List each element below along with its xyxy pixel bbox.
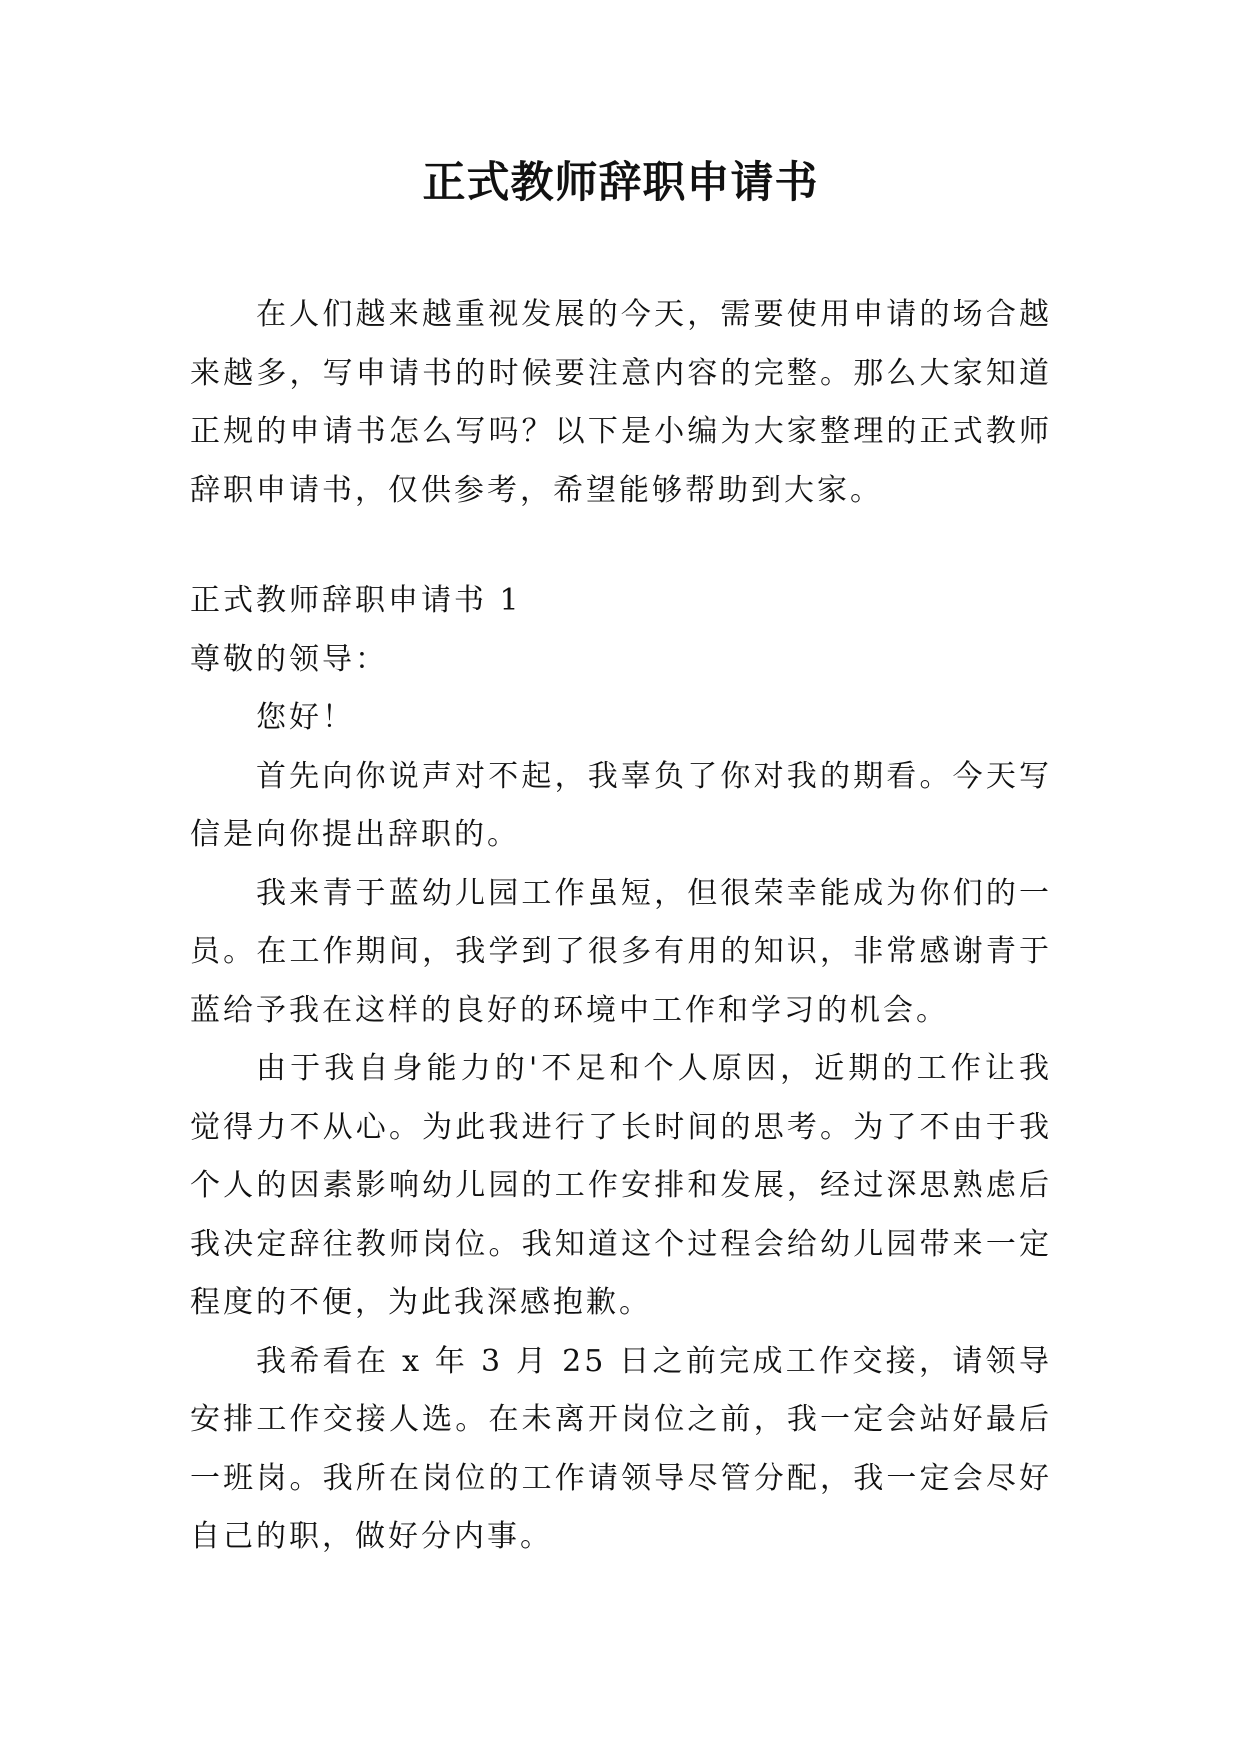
body-paragraph: 我来青于蓝幼儿园工作虽短，但很荣幸能成为你们的一员。在工作期间，我学到了很多有用的知识，非常感谢青于蓝给予我在这样的良好的环境中工作和学习的机会。 bbox=[190, 875, 1052, 1028]
document-body bbox=[190, 286, 1052, 1567]
greeting: 您好！ bbox=[256, 700, 355, 735]
page-title: 正式教师辞职申请书 bbox=[422, 158, 819, 208]
body-paragraph: 首先向你说声对不起，我辜负了你对我的期看。今天写信是向你提出辞职的。 bbox=[190, 758, 1052, 852]
salutation: 尊敬的领导： bbox=[190, 641, 388, 677]
intro-paragraph: 在人们越来越重视发展的今天，需要使用申请的场合越来越多，写申请书的时候要注意内容的完整。那么大家知道正规的申请书怎么写吗？以下是小编为大家整理的正式教师辞职申请书，仅供参考，希望能够帮助到大家。 bbox=[190, 297, 1052, 508]
section-heading: 正式教师辞职申请书 1 bbox=[190, 583, 522, 618]
body-paragraph: 我希看在 x 年 3 月 25 日之前完成工作交接，请领导安排工作交接人选。在未离开岗位之前，我一定会站好最后一班岗。我所在岗位的工作请领导尽管分配，我一定会尽好自己的职，做好分内事。 bbox=[190, 1343, 1052, 1554]
body-paragraph: 由于我自身能力的'不足和个人原因，近期的工作让我觉得力不从心。为此我进行了长时间的思考。为了不由于我个人的因素影响幼儿园的工作安排和发展，经过深思熟虑后我决定辞往教师岗位。我知道这个过程会给幼儿园带来一定程度的不便，为此我深感抱歉。 bbox=[190, 1051, 1052, 1320]
